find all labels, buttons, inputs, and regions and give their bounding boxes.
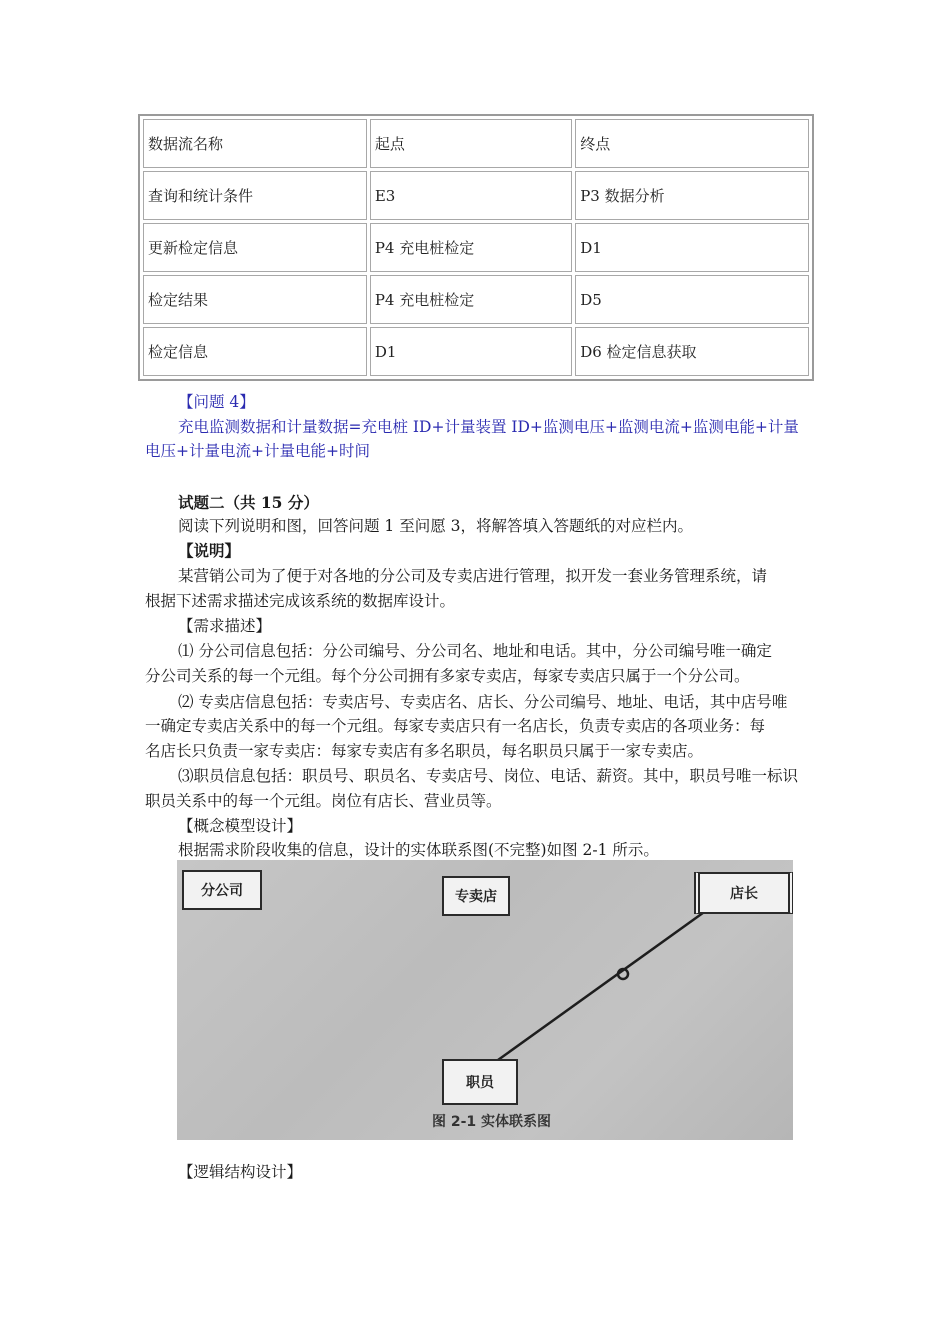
- requirements-heading: 【需求描述】: [178, 617, 272, 635]
- table-header-row: [143, 119, 809, 168]
- table-cell: 查询和统计条件: [143, 171, 367, 220]
- entity-store: 专卖店: [442, 876, 510, 916]
- data-flow-table: [138, 114, 814, 381]
- requirement1-line2: 分公司关系的每一个元组。每个分公司拥有多家专卖店，每家专卖店只属于一个分公司。: [145, 667, 750, 685]
- entity-branch: 分公司: [182, 870, 262, 910]
- table-cell: P3 数据分析: [575, 171, 809, 220]
- requirement3-line2: 职员关系中的每一个元组。岗位有店长、营业员等。: [145, 792, 502, 810]
- entity-staff: 职员: [442, 1059, 518, 1105]
- table-row: [143, 275, 809, 324]
- requirement2-line2: 一确定专卖店关系中的每一个元组。每家专卖店只有一名店长，负责专卖店的各项业务：每: [145, 717, 766, 735]
- header-cell: 终点: [575, 119, 809, 168]
- logic-heading: 【逻辑结构设计】: [178, 1163, 303, 1181]
- explain-line1: 某营销公司为了便于对各地的分公司及专卖店进行管理，拟开发一套业务管理系统，请: [178, 567, 768, 585]
- answer4-heading: 【问题 4】: [178, 393, 255, 411]
- explain-line2: 根据下述需求描述完成该系统的数据库设计。: [145, 592, 456, 610]
- answer4-line2: 电压+计量电流+计量电能+时间: [145, 442, 370, 460]
- table-cell: P4 充电桩检定: [370, 223, 572, 272]
- table-row: [143, 223, 809, 272]
- table-cell: D1: [575, 223, 809, 272]
- requirement1-line1: ⑴ 分公司信息包括：分公司编号、分公司名、地址和电话。其中，分公司编号唯一确定: [178, 642, 772, 660]
- requirement2-line3: 名店长只负责一家专卖店：每家专卖店有多名职员，每名职员只属于一家专卖店。: [145, 742, 704, 760]
- header-cell: 数据流名称: [143, 119, 367, 168]
- table-cell: D1: [370, 327, 572, 376]
- table-cell: 更新检定信息: [143, 223, 367, 272]
- er-diagram-image: [177, 860, 793, 1140]
- table-row: [143, 171, 809, 220]
- question2-intro: 阅读下列说明和图，回答问题 1 至问愿 3，将解答填入答题纸的对应栏内。: [178, 517, 694, 535]
- staff-manager-relationship-line: [498, 910, 707, 1060]
- table-cell: D6 检定信息获取: [575, 327, 809, 376]
- table-cell: D5: [575, 275, 809, 324]
- table-cell: E3: [370, 171, 572, 220]
- requirement3-line1: ⑶职员信息包括：职员号、职员名、专卖店号、岗位、电话、薪资。其中，职员号唯一标识: [178, 767, 799, 785]
- requirement2-line1: ⑵ 专卖店信息包括：专卖店号、专卖店名、店长、分公司编号、地址、电话，其中店号唯: [178, 693, 788, 711]
- question2-title: 试题二（共 15 分）: [178, 493, 319, 512]
- figure-caption: 图 2-1 实体联系图: [432, 1114, 552, 1130]
- header-cell: 起点: [370, 119, 572, 168]
- concept-text: 根据需求阶段收集的信息，设计的实体联系图(不完整)如图 2-1 所示。: [178, 841, 659, 859]
- answer4-line1: 充电监测数据和计量数据=充电桩 ID+计量装置 ID+监测电压+监测电流+监测电能+计量: [178, 418, 799, 436]
- table-cell: 检定信息: [143, 327, 367, 376]
- explain-heading: 【说明】: [178, 541, 241, 560]
- table-cell: P4 充电桩检定: [370, 275, 572, 324]
- entity-manager: 店长: [694, 872, 793, 914]
- concept-heading: 【概念模型设计】: [178, 817, 303, 835]
- table-row: [143, 327, 809, 376]
- table-cell: 检定结果: [143, 275, 367, 324]
